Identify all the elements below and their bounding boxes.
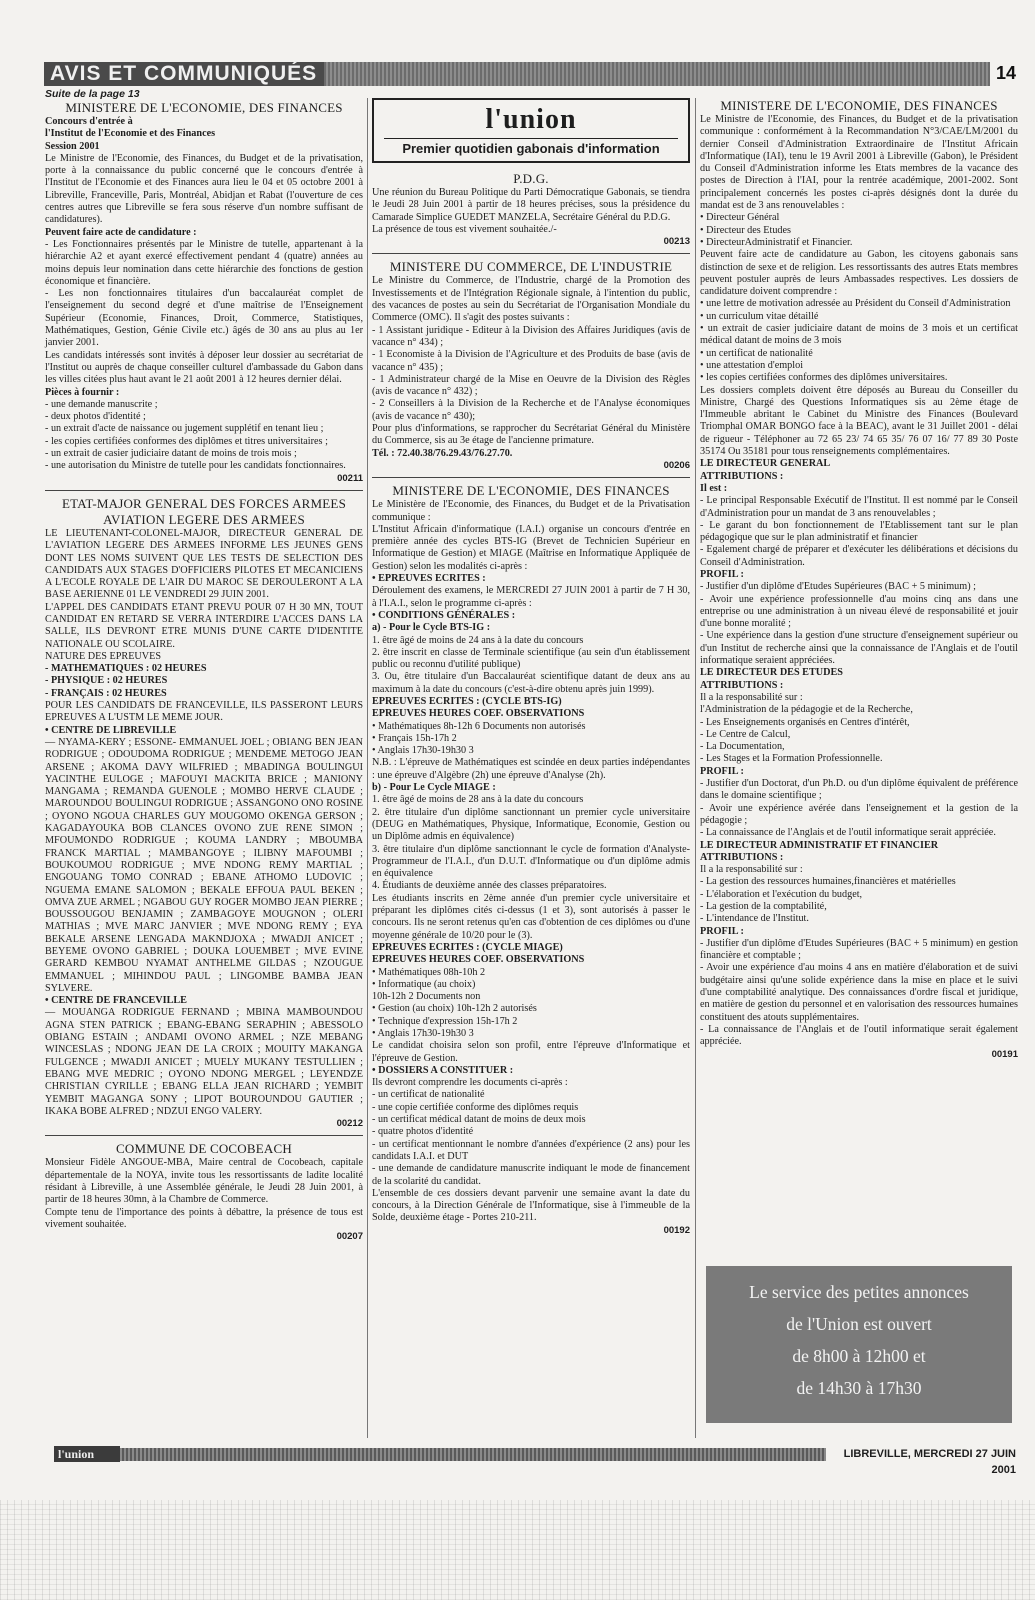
- centre-franceville: • CENTRE DE FRANCEVILLE: [45, 995, 187, 1007]
- concours-line3: Session 2001: [45, 140, 100, 152]
- poste-item: - 1 Assistant juridique - Editeur à la Division des Affaires Juridiques (avis de vacance n° 434) ;: [372, 324, 690, 348]
- dossier-item: • une attestation d'emploi: [700, 360, 1018, 372]
- appel-body: L'APPEL DES CANDIDATS ETANT PREVU POUR 07 H 30 MN, TOUT CANDIDAT EN RETARD SE VERRA INTERDIRE L'ACCES DANS LA SALLE, ILS DEVRONT ETRE MUNIS D'UNE CARTE D'IDENTITE NATIONALE OU SCOLAIRE.: [45, 601, 363, 650]
- de-profil: PROFIL :: [700, 765, 744, 777]
- daf-item: - L'élaboration et l'exécution du budget,: [700, 888, 863, 900]
- miage-epreuves-title: EPREUVES ECRITES : (CYCLE MIAGE): [372, 941, 563, 953]
- concours-line1: Concours d'entrée à: [45, 116, 133, 127]
- candidature-item: - Les non fonctionnaires titulaires d'un baccalauréat complet de l'enseignement du second degré et d'une maîtrise de l'Enseignement Supérieur (Economie, Finances, Droit, Commerce, Statistiques, Mathématiques, Gestion, Génie Civile etc.) âgés de 30 ans au plus au 1er janvier 2001.: [45, 288, 363, 349]
- miage-condition: 1. être âgé de moins de 28 ans à la date du concours: [372, 794, 584, 806]
- reference-number: 00213: [663, 236, 690, 248]
- iai-intro: Le Ministre de l'Economie, des Finances, du Budget et de la privatisation communique : conformément à la Recommandation N°3/CAE/LM/2001 du dernier Conseil d'Administration Extraordinaire de l'Institut Africain d'Informatique (IAI), tenu le 19 Avril 2001 à Libreville (Gabon), le Président du Conseil d'Administration informe les Etats membres de la vacance des postes de Direction à l'IAI, pour la rentrée académique, 2001-2002. Sont principalement concernés les postes ci-après désignés dont la durée du mandat est de 3 ans renouvelables :: [700, 114, 1018, 212]
- poste-item: - 1 Administrateur chargé de la Mise en Oeuvre de la Division des Règles (avis de vacance n° 432) ;: [372, 373, 690, 398]
- ministere-economie-title: MINISTERE DE L'ECONOMIE, DES FINANCES: [65, 100, 343, 115]
- continued-from: Suite de la page 13: [45, 88, 140, 100]
- franceville-names: — MOUANGA RODRIGUE FERNAND ; MBINA MAMBOUNDOU AGNA STEN PATRICK ; EBANG-EBANG SERAPHIN ; ABESSOLO OBIANG ESTAIN ; ANDAMI OVONO ARMEL ; NZE MEBANG WINCESLAS ; NDONG JEAN DE LA CROIX ; MOUITY MAKANGA FULGENCE ; MWADJI ANICET ; MUELY MUKANY TESTULLIEN ; EBANG MVE MEDRIC ; OYONO NDONG MERGEL ; LEYENDZE CHRISTIAN CYRILLE ; EBANG ELLA JEAN RICHARD ; YEMBIT YEMBIT MAGANGA SONY ; LIPOT BOUROUNDOU GAUTIER ; IKAKA BOBE ALFRED ; NDZUI ENGO VALERY.: [45, 1007, 363, 1117]
- miage-condition: Les étudiants inscrits en 2ème année d'un premier cycle universitaire et préparant les diplômes cités ci-dessus (1 et 3), sont autorisés à passer le concours. Ils ne seront retenus qu'en cas d'obtention de ces diplômes ou d'une moyenne générale de 10/20 pour le (3).: [372, 892, 690, 941]
- column-divider: [367, 98, 368, 1438]
- nature-epreuves: NATURE DES EPREUVES: [45, 650, 162, 662]
- commune-body: Monsieur Fidèle ANGOUE-MBA, Maire central de Cocobeach, capitale départementale de la NOYA, invite tous les ressortissants de ladite localité résidant à Libreville, à une Assemblée générale, le Jeudi 28 Juin 2001, à partir de 18 heures 30mn, à la Chambre de Commerce.: [45, 1157, 363, 1206]
- footer-date: LIBREVILLE, MERCREDI 27 JUIN 2001: [826, 1446, 1016, 1462]
- daf-profil-item: - La connaissance de l'Anglais et de l'outil informatique serait également appréciée.: [700, 1023, 1018, 1048]
- bts-epreuve: • Français 15h-17h 2: [372, 732, 457, 744]
- de-item: - Les Enseignements organisés en Centres d'intérêt,: [700, 716, 910, 728]
- daf-profil: PROFIL :: [700, 925, 744, 937]
- union-tagline: Premier quotidien gabonais d'information: [384, 138, 678, 157]
- dossier-item: - une demande de candidature manuscrite indiquant le mode de financement de la scolarité du candidat.: [372, 1163, 690, 1187]
- divider: [372, 477, 690, 478]
- epreuves-ecrites: • EPREUVES ECRITES :: [372, 573, 486, 585]
- union-logo: l'union: [485, 104, 577, 135]
- column-right: [700, 98, 1018, 1061]
- piece-item: - deux photos d'identité ;: [45, 411, 146, 423]
- section-title: AVIS ET COMMUNIQUÉS: [44, 62, 324, 86]
- dg-attributions: ATTRIBUTIONS :: [700, 470, 784, 482]
- divider: [45, 1135, 363, 1136]
- candidature-item: Les candidats intéressés sont invités à déposer leur dossier au secrétariat de l'Institut ou auprès de chaque conseiller culturel d'ambassade du Gabon dans les villes citées plus haut avant le 21 août 2001 à 12 heures dernier délai.: [45, 349, 363, 386]
- daf-profil-item: - Avoir une expérience d'au moins 4 ans en matière d'élaboration et de suivi budgétaire ainsi qu'une solide expérience dans la mise en place et le suivi d'une comptabilité analytique. Des connaissances d'ordre fiscal et juridique, en matière de gestion du personnel et en valorisation des ressources humaines constituent des atouts supplémentaires.: [700, 962, 1018, 1023]
- dossier-item: • un extrait de casier judiciaire datant de moins de 3 mois et un certificat médical datant de moins de 3 mois: [700, 323, 1018, 348]
- dossiers-intro: Ils devront comprendre les documents ci-après :: [372, 1077, 568, 1089]
- bts-condition: 1. être âgé de moins de 24 ans à la date du concours: [372, 634, 584, 646]
- deroulement: Déroulement des examens, le MERCREDI 27 JUIN 2001 à partir de 7 H 30, à l'I.A.I., selon le programme ci-après :: [372, 585, 690, 609]
- commerce-phone: Tél. : 72.40.38/76.29.43/76.27.70.: [372, 447, 513, 459]
- de-profil-item: - Justifier d'un Doctorat, d'un Ph.D. ou d'un diplôme équivalent de préférence dans le domaine scientifique ;: [700, 778, 1018, 802]
- miage-epreuve: • Informatique (au choix): [372, 978, 476, 990]
- economie-body: L'Institut Africain d'informatique (I.A.I.) organise un concours d'entrée en première année des cycles BTS-IG (Brevet de Technicien Supérieur en Informatique de Gestion) et MIAGE (Maîtrise en Informatique Appliquée de Gestion) selon les modalités ci-après :: [372, 523, 690, 572]
- dossier-item: - un certificat mentionnant le nombre d'années d'expérience (2 ans) pour les candidats I.A.I. et DUT: [372, 1138, 690, 1162]
- miage-table-header: EPREUVES HEURES COEF. OBSERVATIONS: [372, 954, 585, 966]
- daf-attributions: ATTRIBUTIONS :: [700, 851, 784, 863]
- commune-title: COMMUNE DE COCOBEACH: [116, 1141, 292, 1157]
- conditions-generales: • CONDITIONS GÉNÉRALES :: [372, 609, 516, 621]
- economie-title: MINISTERE DE L'ECONOMIE, DES FINANCES: [392, 483, 670, 499]
- epreuve-math: - MATHEMATIQUES : 02 HEURES: [45, 663, 207, 675]
- de-item: - Les Stages et la Formation Professionnelle.: [700, 753, 883, 765]
- de-resp: Il a la responsabilité sur :: [700, 691, 803, 703]
- miage-condition: 4. Étudiants de deuxième année des classes préparatoires.: [372, 880, 607, 892]
- dossier-item: • un certificat de nationalité: [700, 348, 1018, 360]
- bts-condition: 2. être inscrit en classe de Terminale scientifique (au sein d'un établissement public ou reconnu d'utilité publique): [372, 646, 690, 671]
- union-logo-box: [372, 98, 690, 163]
- economie-intro: Le Ministère de l'Economie, des Finances, du Budget et de la Privatisation communique :: [372, 499, 690, 523]
- miage-condition: 3. être titulaire d'un diplôme sanctionnant le cycle de formation d'Analyste-Programmeur de l'I.A.I., d'un D.U.T. d'Informatique ou d'un diplôme admis en équivalence: [372, 843, 690, 880]
- scan-artifact: [0, 1500, 1035, 1600]
- dossier-final: L'ensemble de ces dossiers devant parvenir une semaine avant la date du concours, à la Direction Générale de l'Informatique, sise à l'immeuble de la Solde, deuxième étage - Portes 210-211.: [372, 1187, 690, 1224]
- footer-logo: l'union: [54, 1446, 120, 1462]
- de-profil-item: - La connaissance de l'Anglais et de l'outil informatique serait appréciée.: [700, 827, 996, 839]
- de-item: - Le Centre de Calcul,: [700, 728, 791, 740]
- miage-choice: Le candidat choisira selon son profil, entre l'épreuve d'Informatique et l'épreuve de Gestion.: [372, 1040, 690, 1064]
- cycle-miage: b) - Pour Le Cycle MIAGE :: [372, 782, 496, 794]
- bts-epreuve: • Mathématiques 8h-12h 6 Documents non autorisés: [372, 720, 586, 732]
- pieces-title: Pièces à fournir :: [45, 386, 120, 398]
- dossier-item: - une copie certifiée conforme des diplômes requis: [372, 1101, 579, 1113]
- dossiers-title: • DOSSIERS A CONSTITUER :: [372, 1064, 514, 1076]
- reference-number: 00191: [991, 1048, 1018, 1060]
- daf-item: - La gestion de la comptabilité,: [700, 901, 827, 912]
- etat-major-title: ETAT-MAJOR GENERAL DES FORCES ARMEES: [61, 495, 346, 511]
- daf-item: - L'intendance de l'Institut.: [700, 913, 809, 925]
- de-item: l'Administration de la pédagogie et de la Recherche,: [700, 704, 913, 716]
- bts-condition: 3. Ou, être titulaire d'un Baccalauréat scientifique datant de deux ans au maximum à la date du concours (c'est-à-dire obtenu après juin 1999).: [372, 671, 690, 695]
- centre-libreville: • CENTRE DE LIBREVILLE: [45, 724, 177, 736]
- candidature-title: Peuvent faire acte de candidature :: [45, 226, 197, 238]
- miage-epreuve: • Gestion (au choix) 10h-12h 2 autorisés: [372, 1003, 537, 1015]
- divider: [372, 253, 690, 254]
- iai-candidature: Peuvent faire acte de candidature au Gabon, les citoyens gabonais sans distinction de sexe et de religion. Les ressortissants des autres Etats membres peuvent postuler auprès de leurs Ambassades respectives. Les dossiers de candidature doivent comprendre :: [700, 249, 1018, 298]
- dossier-item: - quatre photos d'identité: [372, 1126, 474, 1138]
- dg-profil: PROFIL :: [700, 568, 744, 580]
- poste-item: - 2 Conseillers à la Division de la Recherche et de l'Analyse économiques (avis de vacance n° 430);: [372, 398, 690, 422]
- poste-item: - 1 Economiste à la Division de l'Agriculture et des Produits de base (avis de vacance n° 435) ;: [372, 349, 690, 373]
- column-divider: [695, 98, 696, 1438]
- dossier-item: • un curriculum vitae détaillé: [700, 311, 1018, 323]
- miage-epreuve: 10h-12h 2 Documents non: [372, 991, 481, 1003]
- dossier-item: • une lettre de motivation adressée au Président du Conseil d'Administration: [700, 298, 1018, 310]
- nb-note: N.B. : L'épreuve de Mathématiques est scindée en deux parties indépendantes : une épreuve d'Algèbre (2h) une épreuve d'Analyse (2h).: [372, 757, 690, 781]
- dg-item: - Egalement chargé de préparer et d'exécuter les délibérations et décisions du Conseil d'Administration.: [700, 544, 1018, 568]
- poste-item: • Directeur Général: [700, 212, 1018, 224]
- miage-condition: 2. être titulaire d'un diplôme sanctionnant un premier cycle universitaire (DEUG en Mathématiques, Physique, Informatique, Economie, Gestion ou un Diplôme admis en équivalence): [372, 806, 690, 843]
- reference-number: 00206: [663, 459, 690, 471]
- reference-number: 00207: [336, 1231, 363, 1243]
- dg-profil-item: - Justifier d'un diplôme d'Etudes Supérieures (BAC + 5 minimum) ;: [700, 581, 976, 593]
- piece-item: - un extrait d'acte de naissance ou jugement supplétif en tenant lieu ;: [45, 423, 324, 435]
- epreuve-physique: - PHYSIQUE : 02 HEURES: [45, 675, 168, 687]
- iai-depot: Les dossiers complets doivent être déposés au Bureau du Conseiller du Ministre, Chargé des Questions Informatiques sis au 2ème étage de l'Immeuble abritant le Cabinet du Ministre des Finances (Boulevard Triomphal OMAR BONGO face à la BEAC), avant le 31 Juillet 2001 - délai de rigueur - Téléphoner au 72 65 23/ 74 65 35/ 76 07 16/ 77 89 30 Poste 35174 Ou 35181 pour tous renseignements complémentaires.: [700, 384, 1018, 458]
- aviation-title: AVIATION LEGERE DES ARMEES: [103, 511, 305, 527]
- commerce-info: Pour plus d'informations, se rapprocher du Secrétariat Général du Ministère du Commerce, sis au 3e étage de l'ancienne primature.: [372, 423, 690, 447]
- bts-table-header: EPREUVES HEURES COEF. OBSERVATIONS: [372, 708, 585, 720]
- candidature-item: - Les Fonctionnaires présentés par le Ministre de tutelle, appartenant à la hiérarchie A2 et ayant exercé effectivement pendant 4 (quatre) années au moins depuis leur nomination dans cette hiérarchie des fonctions de gestion économique et financière.: [45, 238, 363, 287]
- cycle-bts: a) - Pour le Cycle BTS-IG :: [372, 622, 491, 634]
- concours-body: Le Ministre de l'Economie, des Finances, du Budget et de la privatisation, porte à la connaissance du public concerné que le concours d'entrée à l'Institut de l'Economie et des Finances aura lieu le 04 et 05 octobre 2001 à Libreville, Franceville, Paris, Montréal, Abidjan et Rabat (l'ouverture de ces centres autres que Libreville se fera sous réserve d'un nombre suffisant de candidatures).: [45, 152, 363, 226]
- de-item: - La Documentation,: [700, 741, 785, 753]
- commerce-body: Le Ministre du Commerce, de l'Industrie, chargé de la Promotion des Investissements et de l'Intégration Régionale signale, à l'intention du public, des vacances de postes au sein du Secrétariat de l'Organisation Mondiale du Commerce (OMC). Il s'agit des postes suivants :: [372, 275, 690, 324]
- pdg-body-2: La présence de tous est vivement souhaitée./-: [372, 223, 557, 235]
- dg-ilest: Il est :: [700, 482, 728, 494]
- daf-title: LE DIRECTEUR ADMINISTRATIF ET FINANCIER: [700, 839, 939, 851]
- miage-epreuve: • Mathématiques 08h-10h 2: [372, 966, 486, 978]
- piece-item: - un extrait de casier judiciaire datant de moins de trois mois ;: [45, 448, 297, 460]
- pdg-body: Une réunion du Bureau Politique du Parti Démocratique Gabonais, se tiendra le Jeudi 28 Juin 2001 à partir de 18 heures précises, sous la présidence du Camarade Simplice GUEDET MANZELA, Secrétaire Général du P.D.G.: [372, 187, 690, 223]
- franceville-note: POUR LES CANDIDATS DE FRANCEVILLE, ILS PASSERONT LEURS EPREUVES A L'USTM LE MEME JOUR.: [45, 700, 363, 724]
- page-number: 14: [990, 60, 1022, 86]
- de-attributions: ATTRIBUTIONS :: [700, 679, 784, 691]
- annonces-line: de l'Union est ouvert: [786, 1314, 932, 1334]
- dossier-item: - un certificat médical datant de moins de deux mois: [372, 1114, 586, 1126]
- column-middle: [372, 98, 690, 1237]
- iai-ministere-title: MINISTERE DE L'ECONOMIE, DES FINANCES: [720, 98, 998, 113]
- piece-item: - une demande manuscrite ;: [45, 398, 158, 410]
- commune-body-2: Compte tenu de l'importance des points à débattre, la présence de tous est vivement souhaitée.: [45, 1206, 363, 1230]
- bts-epreuves-title: EPREUVES ECRITES : (CYCLE BTS-IG): [372, 695, 562, 707]
- dossier-item: • les copies certifiées conformes des diplômes universitaires.: [700, 372, 1018, 384]
- poste-item: • Directeur des Etudes: [700, 225, 1018, 237]
- epreuve-francais: - FRANÇAIS : 02 HEURES: [45, 687, 167, 699]
- reference-number: 00211: [337, 472, 363, 484]
- daf-item: - La gestion des ressources humaines,financières et matérielles: [700, 876, 956, 888]
- dg-item: - Le garant du bon fonctionnement de l'Etablissement tant sur le plan pédagogique que sur le plan administratif et financier: [700, 519, 1018, 544]
- dg-title: LE DIRECTEUR GENERAL: [700, 458, 831, 470]
- dg-profil-item: - Avoir une expérience professionnelle d'au moins cinq ans dans une entreprise ou une administration à un niveau élevé de responsabilité et jouir d'une bonne moralité ;: [700, 593, 1018, 630]
- dg-item: - Le principal Responsable Exécutif de l'Institut. Il est nommé par le Conseil d'Administration pour un mandat de 3 ans renouvelables ;: [700, 495, 1018, 519]
- miage-epreuve: • Anglais 17h30-19h30 3: [372, 1028, 474, 1039]
- column-left: [45, 88, 363, 1244]
- divider: [45, 490, 363, 491]
- piece-item: - les copies certifiées conformes des diplômes et titres universitaires ;: [45, 435, 328, 447]
- poste-item: • DirecteurAdministratif et Financier.: [700, 237, 1018, 249]
- de-title: LE DIRECTEUR DES ETUDES: [700, 667, 843, 679]
- pdg-title: P.D.G.: [513, 171, 549, 186]
- libreville-names: — NYAMA-KERY ; ESSONE- EMMANUEL JOEL ; OBIANG BEN JEAN RODRIGUE ; ODOUDOMA RODRIGUE ; MENDEME METOGO JEAN ARSENE ; AKOMA DAVY WILFRIED ; MBADINGA BOULINGUI YACINTHE EULOGE ; MAFOUYI MACKITA BRICE ; MANIONY MANGAMA ; REMANDA GUENOLE ; MOMBO HERVE CLAUDE ; MAROUNDOU BOULINGUI RODRIGUE ; ASSANGONO ONO ROSINE ; OYONO NGOUA CHARLES GUY MOUGOMO OKENGA GERSON ; KAGADAYOUKA BOB CLANCES OVONO ZUE RENE SIMON ; MFOUMONDO RODRIGUE ; KOUMA LANDRY ; MBOUMBA FRANCK MARTIAL ; MAMBANGOYE ; ILIBNY MAFOUMBI ; BOUKOUMOU RODRIGUE ; MVE NDONG REMY MARTIAL ; ENGOUANG TOMO CONRAD ; EBANE ATHOMO LUDOVIC ; NGUEMA EMANE SALOMON ; BEKALE EFFOUA PAUL BEKEN ; OMVA ZUE ARMEL ; NGABOU GUY ROGER MOMBO JEAN PIERRE ; BOUSSOUGOU BENJAMIN ; ZAMBAGOYE MOUGNON ; OLERI MATHIAS ; MVE MARC JANVIER ; MVE NDONG REMY ; EYA BEKALE ARSENE LENGADA MAKNDJOXA ; MWADJI ANICET ; BEYEME OVONO GABRIEL ; DOUKA LOUEMBET ; MVE EVINE GERARD KEMBOU NYAMAT ANTHELME GILDAS ; NZOUGUE EMMANUEL ; MIHINDOU PAUL ; LINGOMBE BAMBA JEAN SYLVERE.: [45, 736, 363, 994]
- annonces-line: de 14h30 à 17h30: [796, 1378, 922, 1398]
- commerce-title: MINISTERE DU COMMERCE, DE L'INDUSTRIE: [389, 259, 673, 275]
- aviation-body: LE LIEUTENANT-COLONEL-MAJOR, DIRECTEUR GENERAL DE L'AVIATION LEGERE DES ARMEES INFORME LES JEUNES GENS DONT LES NOMS SUIVENT QUE LES TESTS DE SELECTION DES CANDIDATS AUX STAGES D'OFFICIERS PILOTES ET MECANICIENS A L'ECOLE ROYALE DE L'AIR DU MAROC SE DEROULERONT A LA BASE AERIENNE 01 LE VENDREDI 29 JUIN 2001.: [45, 527, 363, 601]
- reference-number: 00212: [336, 1118, 363, 1130]
- daf-profil-item: - Justifier d'un diplôme d'Etudes Supérieures (BAC + 5 minimum) en gestion financière et comptable ;: [700, 937, 1018, 962]
- bts-epreuve: • Anglais 17h30-19h30 3: [372, 745, 474, 757]
- daf-resp: Il a la responsabilité sur :: [700, 864, 803, 876]
- concours-line2: l'Institut de l'Economie et des Finances: [45, 128, 216, 140]
- de-profil-item: - Avoir une expérience avérée dans l'enseignement et la gestion de la pédagogie ;: [700, 802, 1018, 826]
- piece-item: - une autorisation du Ministre de tutelle pour les candidats fonctionnaires.: [45, 460, 346, 472]
- petites-annonces-box: [706, 1266, 1012, 1423]
- annonces-line: Le service des petites annonces: [749, 1282, 969, 1302]
- annonces-line: de 8h00 à 12h00 et: [792, 1346, 926, 1366]
- miage-epreuve: • Technique d'expression 15h-17h 2: [372, 1015, 518, 1027]
- dossier-item: - un certificat de nationalité: [372, 1089, 485, 1101]
- dg-profil-item: - Une expérience dans la gestion d'une structure d'enseignement supérieur ou d'un Institut de recherche ainsi que la connaissance de l'Anglais et de l'outil informatique seraient appréciées.: [700, 630, 1018, 667]
- reference-number: 00192: [663, 1224, 690, 1236]
